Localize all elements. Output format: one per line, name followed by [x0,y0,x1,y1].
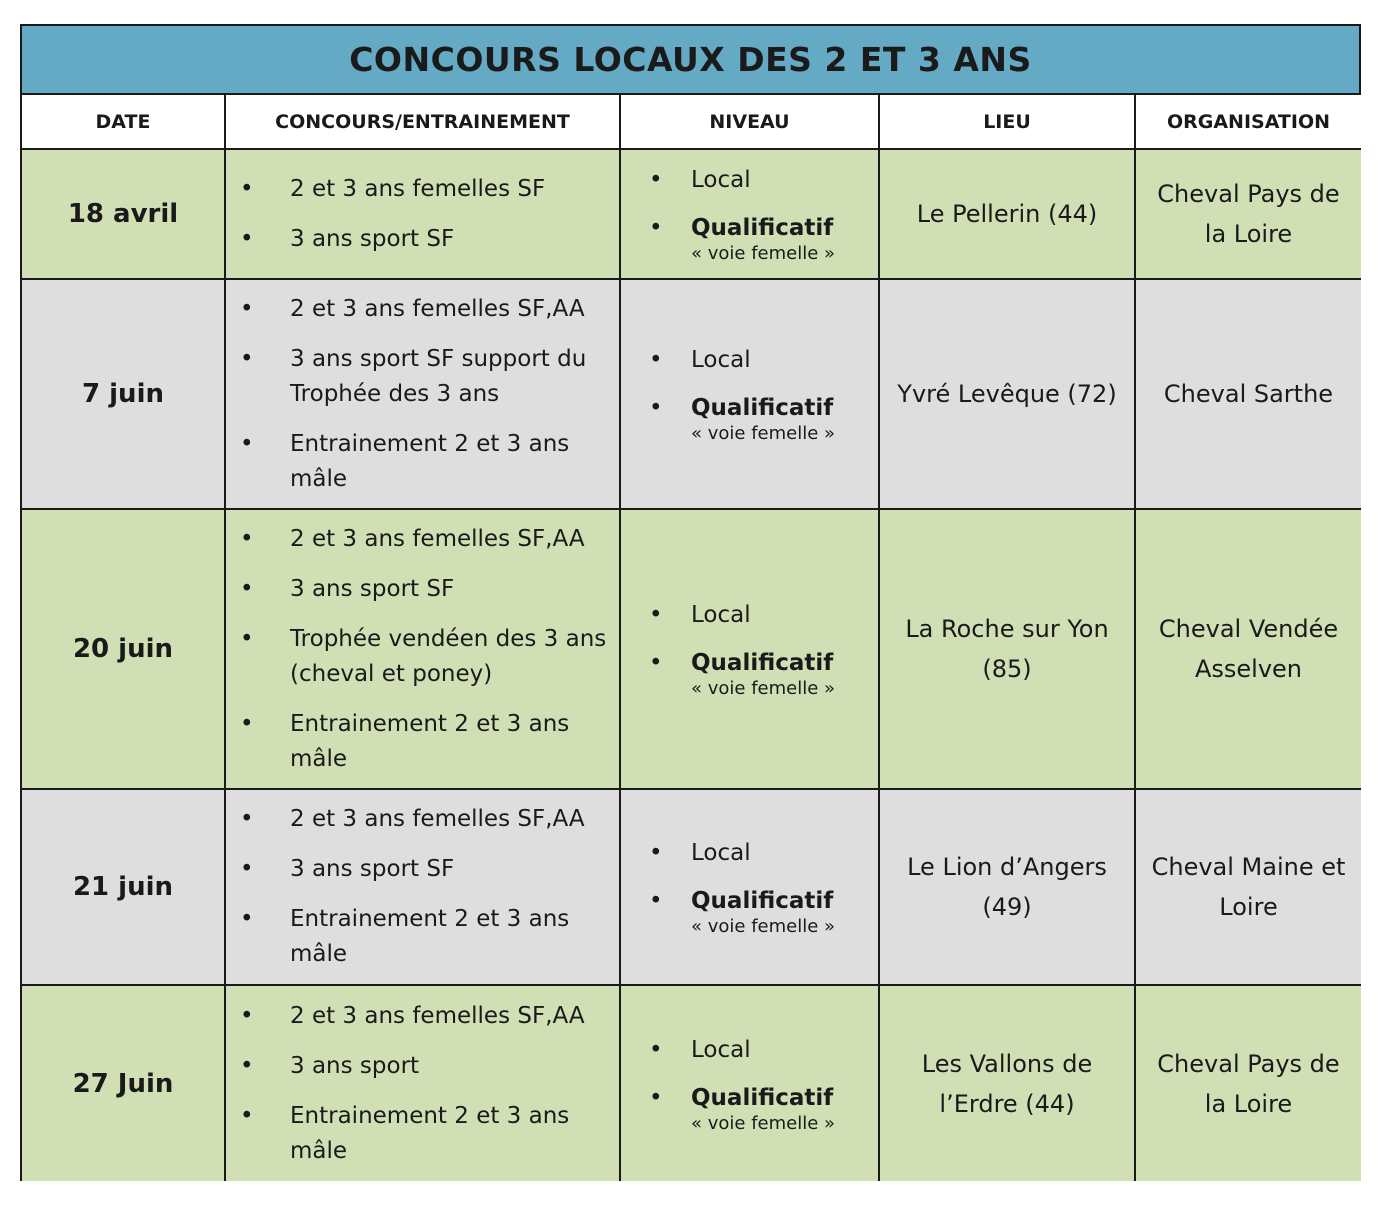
niveau-cell [620,279,879,509]
concours-cell [225,985,620,1181]
organisation-cell: Cheval Pays de la Loire [1135,985,1361,1181]
header-concours: CONCOURS/ENTRAINEMENT [225,95,620,149]
concours-item: • 3 ans sport SF [240,572,613,607]
lieu-cell: Le Pellerin (44) [879,149,1135,279]
lieu-cell: Le Lion d’Angers (49) [879,789,1135,985]
concours-cell [225,789,620,985]
concours-list [226,522,619,777]
lieu-cell: La Roche sur Yon (85) [879,509,1135,789]
concours-item: • 2 et 3 ans femelles SF,AA [240,522,613,557]
table-row [22,789,1361,985]
concours-item: • 2 et 3 ans femelles SF [240,172,613,207]
concours-item: • Entrainement 2 et 3 ans mâle [240,902,613,972]
niveau-list [621,164,878,264]
voie-femelle-note: « voie femelle » [691,916,836,937]
niveau-list [621,599,878,699]
table-row [22,149,1361,279]
concours-item: • 3 ans sport SF [240,222,613,257]
header-lieu: LIEU [879,95,1135,149]
table-row [22,509,1361,789]
concours-item: • 3 ans sport SF [240,852,613,887]
niveau-cell [620,149,879,279]
voie-femelle-note: « voie femelle » [691,243,836,264]
niveau-qualificatif [649,392,872,444]
header-niveau: NIVEAU [620,95,879,149]
qualificatif-label: Qualificatif [691,395,834,421]
organisation-cell: Cheval Vendée Asselven [1135,509,1361,789]
concours-list [226,802,619,972]
voie-femelle-note: « voie femelle » [691,1112,836,1134]
table-title: CONCOURS LOCAUX DES 2 ET 3 ANS [22,26,1359,95]
concours-list [226,999,619,1169]
concours-list [226,172,619,257]
date-cell: 27 Juin [22,985,225,1181]
organisation-cell: Cheval Sarthe [1135,279,1361,509]
niveau-qualificatif [649,1082,872,1134]
date-cell: 21 juin [22,789,225,985]
niveau-list [621,344,878,444]
table-row [22,985,1361,1181]
schedule-table [22,95,1361,1181]
niveau-qualificatif [649,212,872,264]
niveau-local: • Local [649,837,872,869]
niveau-qualificatif [649,647,872,699]
niveau-local: • Local [649,599,872,631]
niveau-list [621,837,878,937]
concours-item: • 2 et 3 ans femelles SF,AA [240,802,613,837]
niveau-local: • Local [649,344,872,376]
organisation-cell: Cheval Pays de la Loire [1135,149,1361,279]
niveau-local: • Local [649,164,872,196]
niveau-cell [620,509,879,789]
concours-item: • Trophée vendéen des 3 ans (cheval et poney) [240,622,613,692]
concours-item: • Entrainement 2 et 3 ans mâle [240,707,613,777]
niveau-qualificatif [649,885,872,937]
voie-femelle-note: « voie femelle » [691,678,836,699]
date-cell: 7 juin [22,279,225,509]
concours-item: • Entrainement 2 et 3 ans mâle [240,427,613,497]
date-cell: 18 avril [22,149,225,279]
concours-item: • Entrainement 2 et 3 ans mâle [240,1099,613,1169]
qualificatif-label: Qualificatif [691,1084,834,1111]
table-row [22,279,1361,509]
date-cell: 20 juin [22,509,225,789]
concours-item: • 3 ans sport SF support du Trophée des 3 ans [240,342,613,412]
niveau-local: • Local [649,1034,872,1066]
concours-cell [225,279,620,509]
concours-cell [225,509,620,789]
voie-femelle-note: « voie femelle » [691,423,836,444]
lieu-cell: Les Vallons de l’Erdre (44) [879,985,1135,1181]
concours-item: • 2 et 3 ans femelles SF,AA [240,999,613,1034]
concours-item: • 2 et 3 ans femelles SF,AA [240,292,613,327]
concours-list [226,292,619,497]
schedule-sheet [20,24,1361,1181]
niveau-cell [620,985,879,1181]
qualificatif-label: Qualificatif [691,650,834,676]
concours-cell [225,149,620,279]
header-date: DATE [22,95,225,149]
header-organisation: ORGANISATION [1135,95,1361,149]
niveau-cell [620,789,879,985]
qualificatif-label: Qualificatif [691,888,834,914]
concours-item: • 3 ans sport [240,1049,613,1084]
niveau-list [621,1034,878,1134]
lieu-cell: Yvré Levêque (72) [879,279,1135,509]
organisation-cell: Cheval Maine et Loire [1135,789,1361,985]
header-row [22,95,1361,149]
qualificatif-label: Qualificatif [691,215,834,241]
